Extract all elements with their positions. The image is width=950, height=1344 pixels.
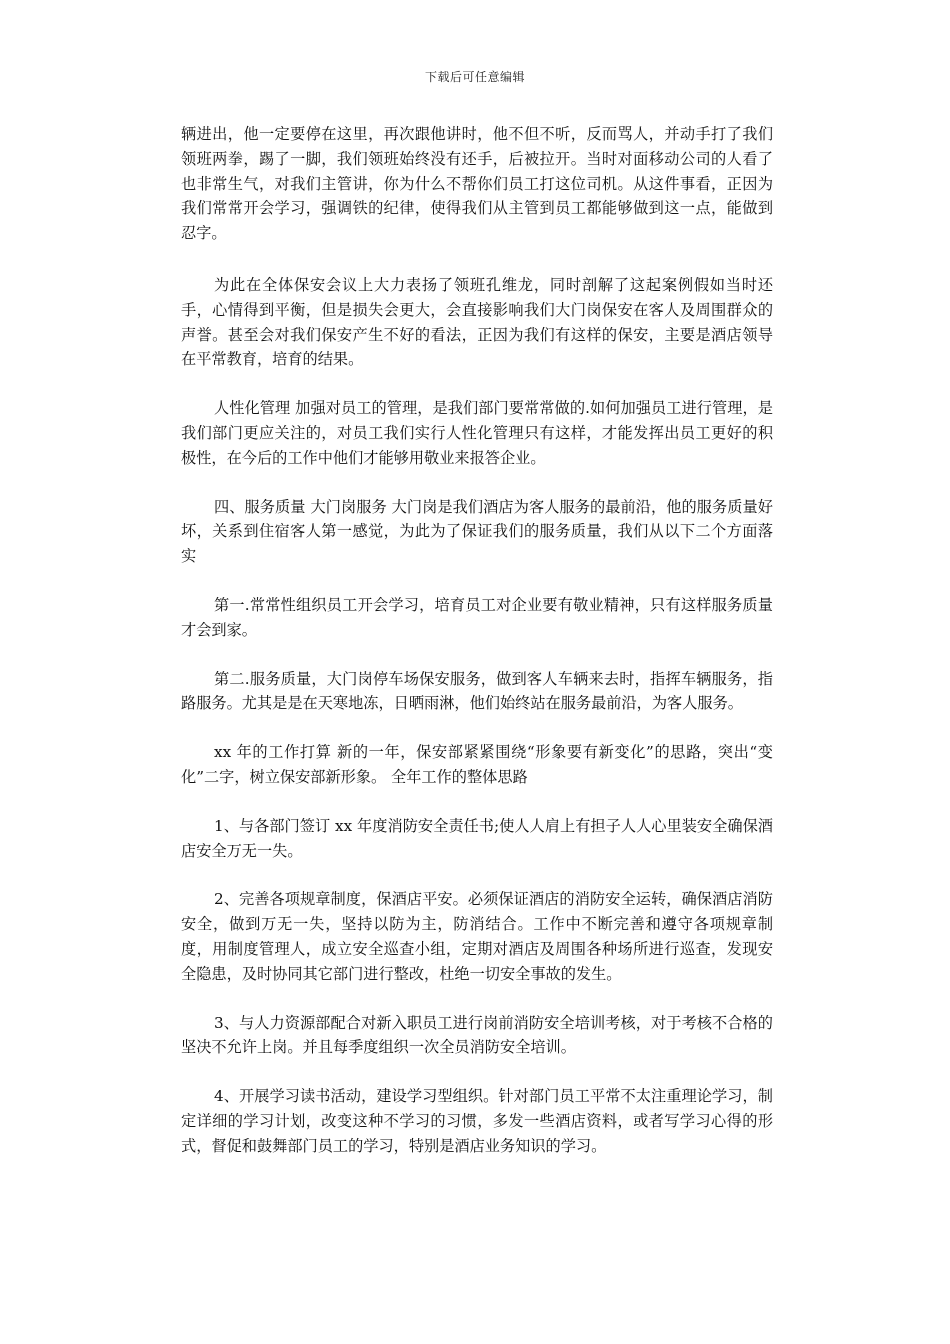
paragraph: 4、开展学习读书活动，建设学习型组织。针对部门员工平常不太注重理论学习，制定详细的学习计划，改变这种不学习的习惯，多发一些酒店资料，或者写学习心得的形式，督促和鼓舞部门员工的学习，特别是酒店业务知识的学习。: [181, 1087, 773, 1155]
paragraph: 第二.服务质量，大门岗停车场保安服务，做到客人车辆来去时，指挥车辆服务，指路服务。尤其是是在天寒地冻，日晒雨淋，他们始终站在服务最前沿，为客人服务。: [181, 669, 773, 713]
paragraph: 1、与各部门签订 xx 年度消防安全责任书;使人人肩上有担子人人心里装安全确保酒店安全万无一失。: [181, 816, 773, 860]
paragraph: 四、服务质量 大门岗服务 大门岗是我们酒店为客人服务的最前沿，他的服务质量好坏，关系到住宿客人第一感觉，为此为了保证我们的服务质量，我们从以下二个方面落实: [181, 497, 773, 566]
paragraph: xx 年的工作打算 新的一年，保安部紧紧围绕“形象要有新变化”的思路，突出“变化”二字，树立保安部新形象。 全年工作的整体思路: [181, 743, 773, 786]
paragraph: 辆进出，他一定要停在这里，再次跟他讲时，他不但不听，反而骂人，并动手打了我们领班两拳，踢了一脚，我们领班始终没有还手，后被拉开。当时对面移动公司的人看了也非常生气，对我们主管讲，你为什么不帮你们员工打这位司机。从这件事看，正因为我们常常开会学习，强调铁的纪律，使得我们从主管到员工都能够做到这一点，能做到忍字。: [181, 125, 773, 243]
paragraph: 第一.常常性组织员工开会学习，培育员工对企业要有敬业精神，只有这样服务质量才会到家。: [181, 595, 773, 639]
paragraph: 为此在全体保安会议上大力表扬了领班孔维龙，同时剖解了这起案例假如当时还手，心情得到平衡，但是损失会更大，会直接影响我们大门岗保安在客人及周围群众的声誉。甚至会对我们保安产生不好的看法，正因为我们有这样的保安，主要是酒店领导在平常教育，培育的结果。: [181, 275, 773, 369]
page-header: 下载后可任意编辑: [424, 70, 525, 84]
paragraph: 人性化管理 加强对员工的管理，是我们部门要常常做的.如何加强员工进行管理，是我们部门更应关注的，对员工我们实行人性化管理只有这样，才能发挥出员工更好的积极性，在今后的工作中他们才能够用敬业来报答企业。: [181, 399, 773, 467]
paragraph: 3、与人力资源部配合对新入职员工进行岗前消防安全培训考核，对于考核不合格的坚决不允许上岗。并且每季度组织一次全员消防安全培训。: [181, 1013, 773, 1057]
paragraph: 2、完善各项规章制度，保酒店平安。必须保证酒店的消防安全运转，确保酒店消防安全，做到万无一失，坚持以防为主，防消结合。工作中不断完善和遵守各项规章制度，用制度管理人，成立安全巡查小组，定期对酒店及周围各种场所进行巡查，发现安全隐患，及时协同其它部门进行整改，杜绝一切安全事故的发生。: [181, 890, 773, 983]
document-body: [181, 122, 773, 1183]
